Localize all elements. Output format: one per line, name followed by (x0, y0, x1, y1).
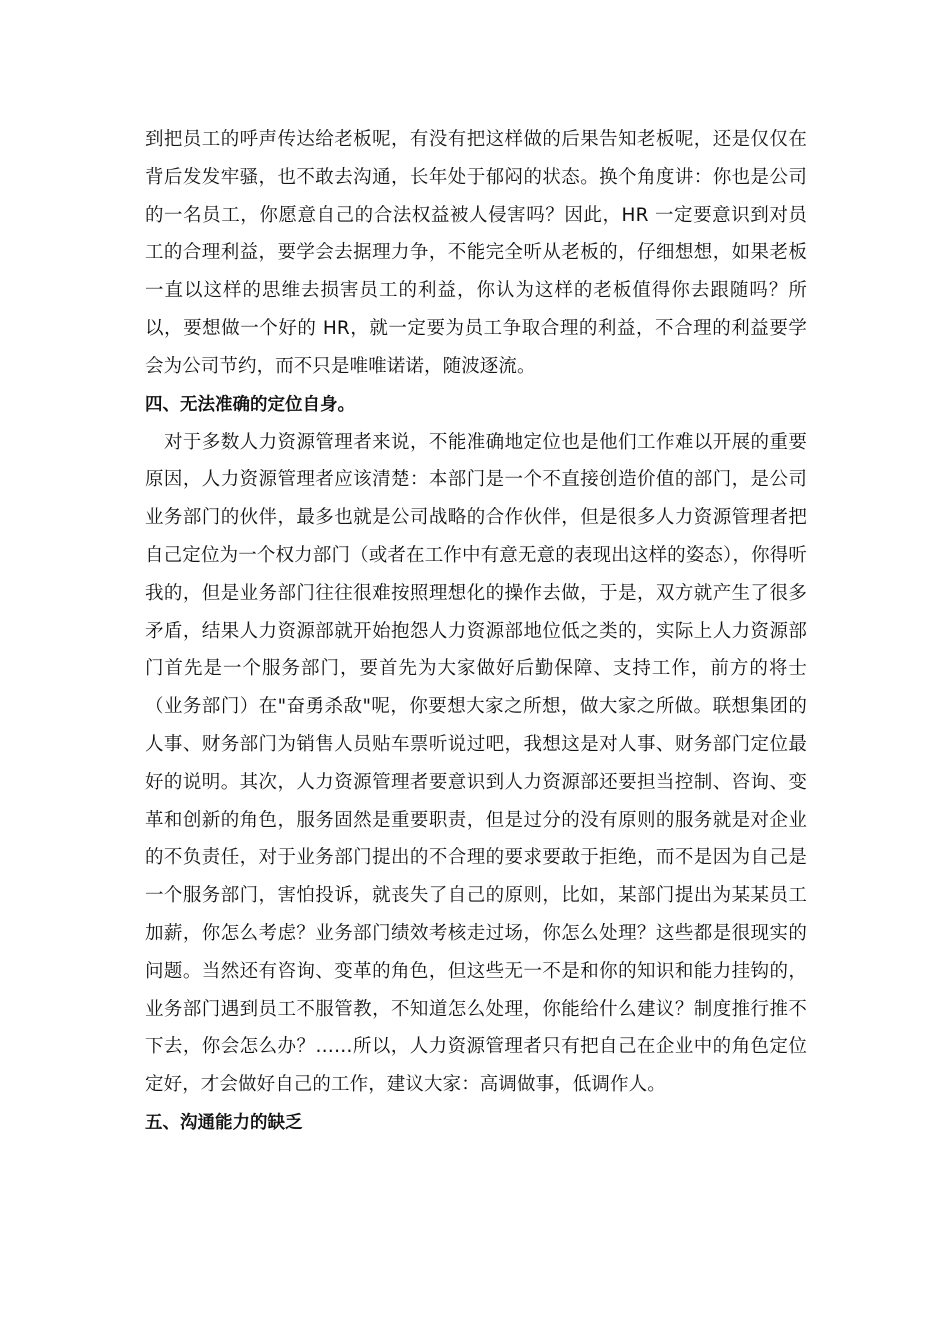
section-heading-4: 四、无法准确的定位自身。 (145, 394, 355, 415)
paragraph-employee-interests: 到把员工的呼声传达给老板呢，有没有把这样做的后果告知老板呢，还是仅仅在背后发发牢骚，也不敢去沟通，长年处于郁闷的状态。换个角度讲：你也是公司的一名员工，你愿意自己的合法权益被人侵害吗？因此，HR 一定要意识到对员工的合理利益，要学会去据理力争，不能完全听从老板的，仔细想想，如果老板一直以这样的思维去损害员工的利益，你认为这样的老板值得你去跟随吗？所以，要想做一个好的 HR，就一定要为员工争取合理的利益，不合理的利益要学会为公司节约，而不只是唯唯诺诺，随波逐流。 (145, 129, 807, 377)
paragraph-self-positioning: 对于多数人力资源管理者来说，不能准确地定位也是他们工作难以开展的重要原因，人力资源管理者应该清楚：本部门是一个不直接创造价值的部门，是公司业务部门的伙伴，最多也就是公司战略的合作伙伴，但是很多人力资源管理者把自己定位为一个权力部门（或者在工作中有意无意的表现出这样的姿态），你得听我的，但是业务部门往往很难按照理想化的操作去做，于是，双方就产生了很多矛盾，结果人力资源部就开始抱怨人力资源部地位低之类的，实际上人力资源部门首先是一个服务部门，要首先为大家做好后勤保障、支持工作，前方的将士（业务部门）在"奋勇杀敌"呢，你要想大家之所想，做大家之所做。联想集团的人事、财务部门为销售人员贴车票听说过吧，我想这是对人事、财务部门定位最好的说明。其次，人力资源管理者要意识到人力资源部还要担当控制、咨询、变革和创新的角色，服务固然是重要职责，但是过分的没有原则的服务就是对企业的不负责任，对于业务部门提出的不合理的要求要敢于拒绝，而不是因为自己是一个服务部门，害怕投诉，就丧失了自己的原则，比如，某部门提出为某某员工加薪，你怎么考虑？业务部门绩效考核走过场，你怎么处理？这些都是很现实的问题。当然还有咨询、变革的角色，但这些无一不是和你的知识和能力挂钩的，业务部门遇到员工不服管教，不知道怎么处理，你能给什么建议？制度推行推不下去，你会怎么办？……所以，人力资源管理者只有把自己在企业中的角色定位定好，才会做好自己的工作，建议大家：高调做事，低调作人。 (145, 431, 807, 1096)
section-heading-5: 五、沟通能力的缺乏 (145, 1112, 303, 1133)
document-page (145, 121, 807, 1142)
